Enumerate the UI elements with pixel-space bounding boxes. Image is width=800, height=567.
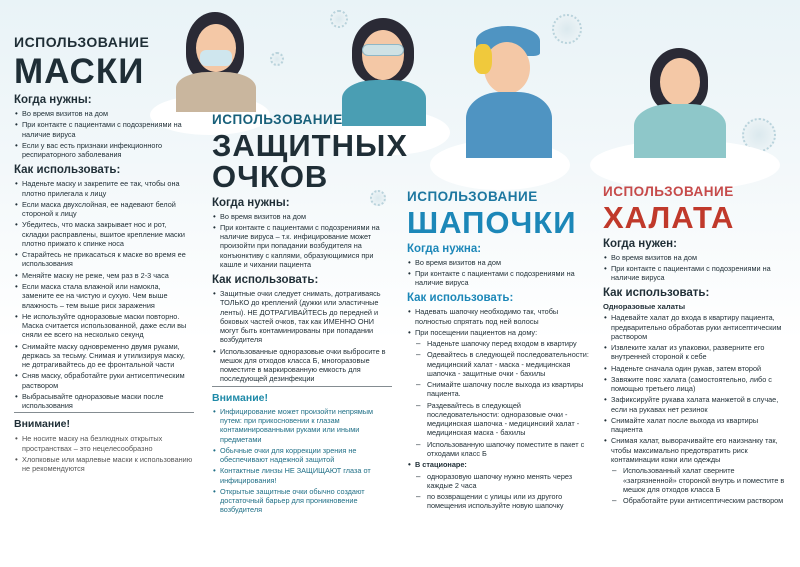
- mask-when-title: Когда нужны:: [14, 94, 92, 106]
- list-item: • Не носите маску на безлюдных открытых пространствах – это нецелесообразно: [14, 434, 194, 453]
- list-item: • Во время визитов на дом: [14, 109, 194, 118]
- list-item: • Если маска двухслойная, ее надевают белой стороной к лицу: [14, 200, 194, 219]
- cap-when-title: Когда нужна:: [407, 242, 482, 255]
- list-item: • Выбрасывайте одноразовые маски после использования: [14, 392, 194, 411]
- gown-title: ХАЛАТА: [603, 199, 735, 235]
- list-item: • Во время визитов на дом: [212, 212, 392, 221]
- glasses-note-title: Внимание!: [212, 391, 268, 404]
- list-item: • Снимайте халат после выхода из квартиры пациента: [603, 416, 789, 435]
- cap-when-list: [407, 258, 592, 288]
- list-item: • Убедитесь, что маска закрывает нос и рот, складки расправлены, вшитое крепление маски плотно прижато к спинке носа: [14, 220, 194, 248]
- doctor-cap-illustration: [466, 26, 566, 158]
- list-item: • Во время визитов на дом: [407, 258, 592, 267]
- list-item: • Извлеките халат из упаковки, разверните его внутренней стороной к себе: [603, 343, 789, 362]
- gown-prefix: ИСПОЛЬЗОВАНИЕ: [603, 184, 734, 199]
- glasses-how-title: Как использовать:: [212, 274, 319, 287]
- list-item: • Надевайте халат до входа в квартиру пациента, предварительно обработав руки антисептическим раствором: [603, 313, 789, 341]
- mask-note-title: Внимание!: [14, 418, 70, 431]
- list-item: • Старайтесь не прикасаться к маске во время ее использования: [14, 250, 194, 269]
- glasses-when-list: [212, 212, 392, 270]
- list-item: – Использованную шапочку поместите в пакет с отходами класс Б: [407, 440, 592, 459]
- list-item: • Зафиксируйте рукава халата манжетой в случае, если на рукавах нет резинок: [603, 395, 789, 414]
- divider: [212, 386, 392, 387]
- virus-decoration-icon: [270, 52, 284, 66]
- list-item: – одноразовую шапочку нужно менять через каждые 2 часа: [407, 472, 592, 491]
- list-item: – Раздевайтесь в следующей последовательности: одноразовые очки - медицинская шапочка - медицинский халат - медицинская маска - бахилы: [407, 401, 592, 438]
- gown-when-list: [603, 253, 789, 283]
- glasses-prefix: ИСПОЛЬЗОВАНИЕ: [212, 112, 343, 127]
- list-item: • Сняв маску, обработайте руки антисептическим раствором: [14, 371, 194, 390]
- gown-how-list: [603, 313, 789, 505]
- list-item: • Меняйте маску не реже, чем раз в 2-3 часа: [14, 271, 194, 280]
- list-item: • Завяжите пояс халата (самостоятельно, либо с помощью третьего лица): [603, 375, 789, 394]
- mask-section: [14, 35, 194, 476]
- list-item: • Наденьте сначала один рукав, затем второй: [603, 364, 789, 373]
- list-item: • Надевать шапочку необходимо так, чтобы полностью спрятать под ней волосы: [407, 307, 592, 326]
- list-item: • При посещении пациентов на дому:: [407, 328, 592, 337]
- cap-how-list: [407, 307, 592, 510]
- gown-when-title: Когда нужен:: [603, 237, 677, 250]
- list-item: • Если у вас есть признаки инфекционного респираторного заболевания: [14, 141, 194, 160]
- list-item: • Защитные очки следует снимать, дотрагиваясь ТОЛЬКО до креплений (дужки или эластичные ленты). НЕ ДОТРАГИВАЙТЕСЬ до передней и боковых частей очков, так как ИМЕННО ОНИ могут быть контаминированы при попадании возбудителя: [212, 289, 392, 345]
- list-item: • Наденьте маску и закрепите ее так, чтобы она плотно прилегала к лицу: [14, 179, 194, 198]
- list-item: • Открытые защитные очки обычно создают достаточный барьер для проникновение возбудителя: [212, 487, 392, 515]
- mask-when-list: [14, 109, 194, 159]
- doctor-gown-illustration: [628, 48, 738, 158]
- list-item: • Если маска стала влажной или намокла, замените ее на чистую и сухую. Чем выше влажность – тем выше риск заражения: [14, 282, 194, 310]
- cap-section: [407, 190, 592, 513]
- mask-note-list: [14, 434, 194, 473]
- list-item: • Во время визитов на дом: [603, 253, 789, 262]
- list-item: • Инфицирование может произойти непрямым путем: при прикосновении к глазам контаминированными руками или иными предметами: [212, 407, 392, 444]
- divider: [14, 412, 194, 413]
- glasses-note-list: [212, 407, 392, 515]
- list-item: • Снимайте маску одновременно двумя руками, держась за тесьму. Снимая и утилизируя маску, не дотрагивайтесь до ее фронтальной части: [14, 342, 194, 370]
- list-item: • В стационаре:: [407, 460, 592, 469]
- cap-how-title: Как использовать:: [407, 292, 514, 305]
- list-item: • При контакте с пациентами с подозрениями на наличие вируса: [14, 120, 194, 139]
- list-item: • При контакте с пациентами с подозрениями на наличие вируса: [407, 269, 592, 288]
- list-item: • Контактные линзы НЕ ЗАЩИЩАЮТ глаза от инфицирования!: [212, 466, 392, 485]
- glasses-how-list: [212, 289, 392, 384]
- list-item: – Обработайте руки антисептическим раствором: [603, 496, 789, 505]
- list-item: – Использованный халат сверните «загрязненной» стороной внутрь и поместите в мешок для отходов класса Б: [603, 466, 789, 494]
- list-item: • При контакте с пациентами с подозрениями на наличие вируса – т.к. инфицирование может произойти при попадании возбудителя на конъюнктиву с каплями, образующимися при кашле и чихании пациента: [212, 223, 392, 269]
- list-item: • Снимая халат, выворачивайте его наизнанку так, чтобы максимально предотвратить риск контаминации кожи или одежды: [603, 436, 789, 464]
- gown-how-title: Как использовать:: [603, 287, 710, 300]
- list-item: – Наденьте шапочку перед входом в квартиру: [407, 339, 592, 348]
- gown-disposable-label: Одноразовые халаты: [603, 302, 686, 312]
- cap-prefix: ИСПОЛЬЗОВАНИЕ: [407, 189, 538, 204]
- glasses-when-title: Когда нужны:: [212, 196, 290, 209]
- mask-title: МАСКИ: [14, 52, 145, 91]
- list-item: • Хлопковые или марлевые маски к использованию не рекомендуются: [14, 455, 194, 474]
- glasses-title: ЗАЩИТНЫХ ОЧКОВ: [212, 127, 409, 194]
- cap-title: ШАПОЧКИ: [407, 204, 577, 240]
- gown-section: [603, 185, 789, 507]
- list-item: • Обычные очки для коррекции зрения не обеспечивают надежной защитой: [212, 446, 392, 465]
- doctor-glasses-illustration: [338, 18, 438, 126]
- list-item: – Одевайтесь в следующей последовательности: медицинский халат - маска - медицинская шапочка - защитные очки - бахилы: [407, 350, 592, 378]
- list-item: – по возвращении с улицы или из другого помещения используйте новую шапочку: [407, 492, 592, 511]
- list-item: • Использованные одноразовые очки выбросите в мешок для отходов класса Б, многоразовые поместите в маркированную емкость для последующей дезинфекции: [212, 347, 392, 384]
- list-item: – Снимайте шапочку после выхода из квартиры пациента.: [407, 380, 592, 399]
- list-item: • При контакте с пациентами с подозрениями на наличие вируса: [603, 264, 789, 283]
- mask-prefix: ИСПОЛЬЗОВАНИЕ: [14, 34, 150, 50]
- mask-how-title: Как использовать:: [14, 164, 121, 177]
- glasses-section: [212, 112, 409, 517]
- list-item: • Не используйте одноразовые маски повторно. Маска считается использованной, даже если вы сняли ее всего на несколько секунд: [14, 312, 194, 340]
- mask-how-list: [14, 179, 194, 410]
